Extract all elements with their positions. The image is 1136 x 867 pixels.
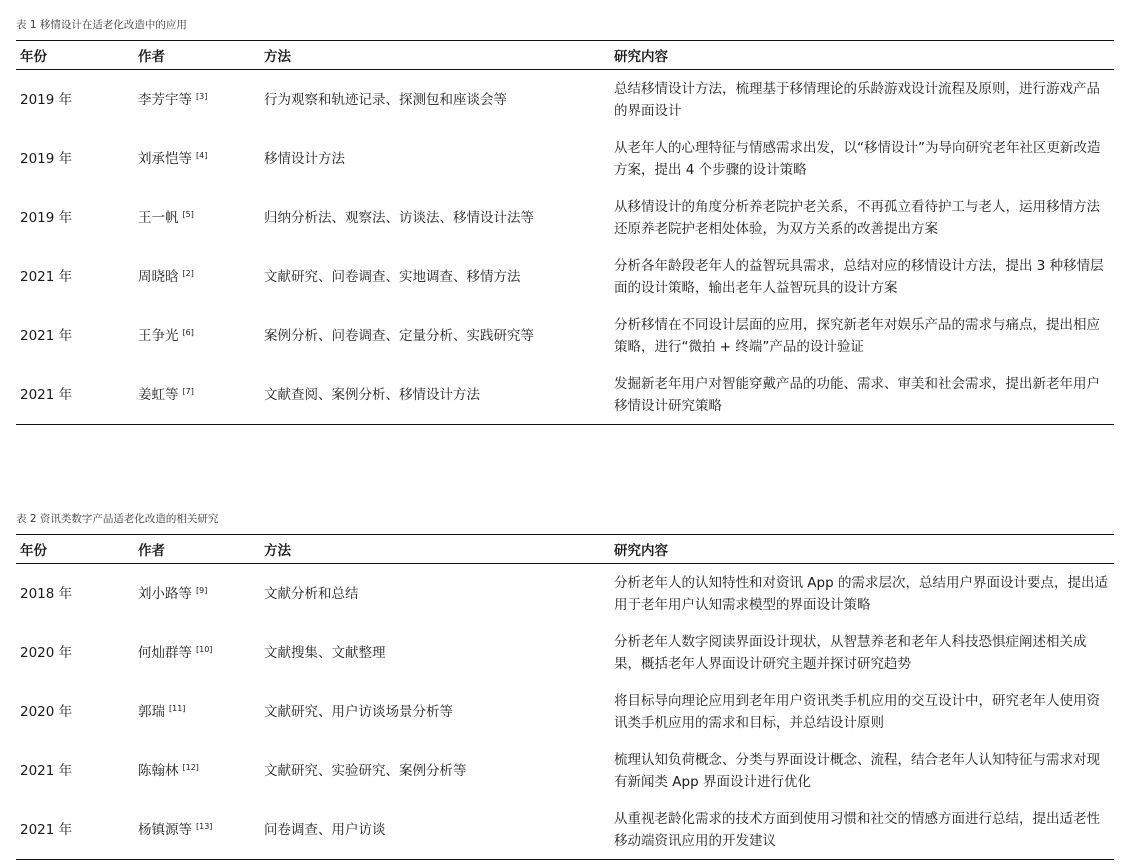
- cell-year: 2021 年: [16, 800, 134, 860]
- cell-content: 梳理认知负荷概念、分类与界面设计概念、流程，结合老年人认知特征与需求对现有新闻类 App 界面设计进行优化: [614, 751, 1100, 790]
- header-method: 方法: [260, 41, 610, 70]
- header-author: 作者: [134, 41, 260, 70]
- author-name: 周晓晗: [138, 268, 179, 285]
- author-name: 刘承恺等: [138, 150, 192, 167]
- author-name: 王一帆: [138, 209, 179, 226]
- cell-content: 从移情设计的角度分析养老院护老关系，不再孤立看待护工与老人，运用移情方法还原养老院护老相处体验，为双方关系的改善提出方案: [614, 198, 1100, 237]
- cell-year: 2021 年: [20, 268, 73, 285]
- cell-author: [134, 682, 260, 741]
- cell-content: 总结移情设计方法，梳理基于移情理论的乐龄游戏设计流程及原则，进行游戏产品的界面设计: [614, 80, 1100, 119]
- table-row: [16, 682, 1114, 741]
- cell-year: 2019 年: [20, 209, 73, 226]
- table-1: [16, 40, 1114, 425]
- cell-method: 案例分析、问卷调查、定量分析、实践研究等: [264, 327, 534, 344]
- cell-year: 2019 年: [20, 91, 73, 108]
- table-2-caption: 表 2 资讯类数字产品适老化改造的相关研究: [16, 513, 219, 525]
- cell-content: 分析移情在不同设计层面的应用，探究新老年对娱乐产品的需求与痛点，提出相应策略，进行“微拍 + 终端”产品的设计验证: [614, 316, 1100, 355]
- table-row: [16, 247, 1114, 306]
- cell-year: 2018 年: [20, 585, 73, 602]
- cell-content: 分析老年人的认知特性和对资讯 App 的需求层次，总结用户界面设计要点，提出适用于老年用户认知需求模型的界面设计策略: [614, 574, 1108, 613]
- cell-method: 移情设计方法: [264, 150, 345, 167]
- cell-author: [134, 623, 260, 682]
- table-row: [16, 70, 1114, 130]
- cell-year: 2020 年: [20, 703, 73, 720]
- table-row: [16, 623, 1114, 682]
- cell-author: [134, 741, 260, 800]
- header-content: 研究内容: [610, 41, 1114, 70]
- cell-year: 2021 年: [20, 762, 73, 779]
- cell-year: 2021 年: [20, 327, 73, 344]
- cell-author: [134, 70, 260, 130]
- cell-content: 将目标导向理论应用到老年用户资讯类手机应用的交互设计中，研究老年人使用资讯类手机应用的需求和目标，并总结设计原则: [614, 692, 1100, 731]
- table-row: [16, 188, 1114, 247]
- author-name: 李芳宇等: [138, 91, 192, 108]
- table-1-caption: 表 1 移情设计在适老化改造中的应用: [16, 19, 187, 31]
- table-row: [16, 306, 1114, 365]
- cell-content: 发掘新老年用户对智能穿戴产品的功能、需求、审美和社会需求，提出新老年用户移情设计研究策略: [610, 365, 1114, 425]
- cell-method: 文献研究、问卷调查、实地调查、移情方法: [264, 268, 521, 285]
- reference-mark: [10]: [196, 644, 213, 654]
- cell-year: 2021 年: [16, 365, 134, 425]
- cell-author: [134, 306, 260, 365]
- reference-mark: [12]: [182, 762, 199, 772]
- table-2-header-row: [16, 535, 1114, 564]
- reference-mark: [9]: [196, 585, 208, 595]
- cell-author: [134, 247, 260, 306]
- cell-content: 分析各年龄段老年人的益智玩具需求，总结对应的移情设计方法，提出 3 种移情层面的设计策略，输出老年人益智玩具的设计方案: [614, 257, 1104, 296]
- table-row: [16, 365, 1114, 425]
- reference-mark: [5]: [182, 209, 194, 219]
- table-row: [16, 129, 1114, 188]
- table-row: [16, 741, 1114, 800]
- table-1-block: [16, 17, 1114, 425]
- table-row: [16, 800, 1114, 860]
- header-content: 研究内容: [610, 535, 1114, 564]
- header-year: 年份: [16, 535, 134, 564]
- cell-method: 行为观察和轨迹记录、探测包和座谈会等: [264, 91, 507, 108]
- author-name: 郭瑞: [138, 703, 165, 720]
- table-2: [16, 534, 1114, 860]
- cell-method: 文献搜集、文献整理: [264, 644, 386, 661]
- author-name: 姜虹等: [138, 386, 179, 403]
- reference-mark: [13]: [196, 821, 213, 831]
- reference-mark: [2]: [182, 268, 194, 278]
- cell-author: [134, 800, 260, 860]
- cell-year: 2019 年: [20, 150, 73, 167]
- cell-author: [134, 564, 260, 624]
- reference-mark: [3]: [196, 91, 208, 101]
- cell-author: [134, 188, 260, 247]
- author-name: 陈翰林: [138, 762, 179, 779]
- reference-mark: [4]: [196, 150, 208, 160]
- header-year: 年份: [16, 41, 134, 70]
- header-author: 作者: [134, 535, 260, 564]
- cell-content: 从重视老龄化需求的技术方面到使用习惯和社交的情感方面进行总结，提出适老性移动端资讯应用的开发建议: [610, 800, 1114, 860]
- reference-mark: [7]: [182, 386, 194, 396]
- cell-method: 归纳分析法、观察法、访谈法、移情设计法等: [264, 209, 534, 226]
- cell-author: [134, 365, 260, 425]
- cell-content: 分析老年人数字阅读界面设计现状，从智慧养老和老年人科技恐惧症阐述相关成果，概括老年人界面设计研究主题并探讨研究趋势: [614, 633, 1087, 672]
- cell-method: 文献分析和总结: [264, 585, 359, 602]
- reference-mark: [6]: [182, 327, 194, 337]
- author-name: 何灿群等: [138, 644, 192, 661]
- reference-mark: [11]: [169, 703, 186, 713]
- author-name: 王争光: [138, 327, 179, 344]
- cell-method: 文献查阅、案例分析、移情设计方法: [260, 365, 610, 425]
- table-2-block: [16, 511, 1114, 860]
- cell-author: [134, 129, 260, 188]
- table-row: [16, 564, 1114, 624]
- cell-method: 文献研究、实验研究、案例分析等: [264, 762, 467, 779]
- author-name: 刘小路等: [138, 585, 192, 602]
- table-1-header-row: [16, 41, 1114, 70]
- cell-method: 问卷调查、用户访谈: [260, 800, 610, 860]
- author-name: 杨镇源等: [138, 821, 192, 838]
- cell-year: 2020 年: [20, 644, 73, 661]
- header-method: 方法: [260, 535, 610, 564]
- cell-method: 文献研究、用户访谈场景分析等: [264, 703, 453, 720]
- cell-content: 从老年人的心理特征与情感需求出发，以“移情设计”为导向研究老年社区更新改造方案，提出 4 个步骤的设计策略: [614, 139, 1101, 178]
